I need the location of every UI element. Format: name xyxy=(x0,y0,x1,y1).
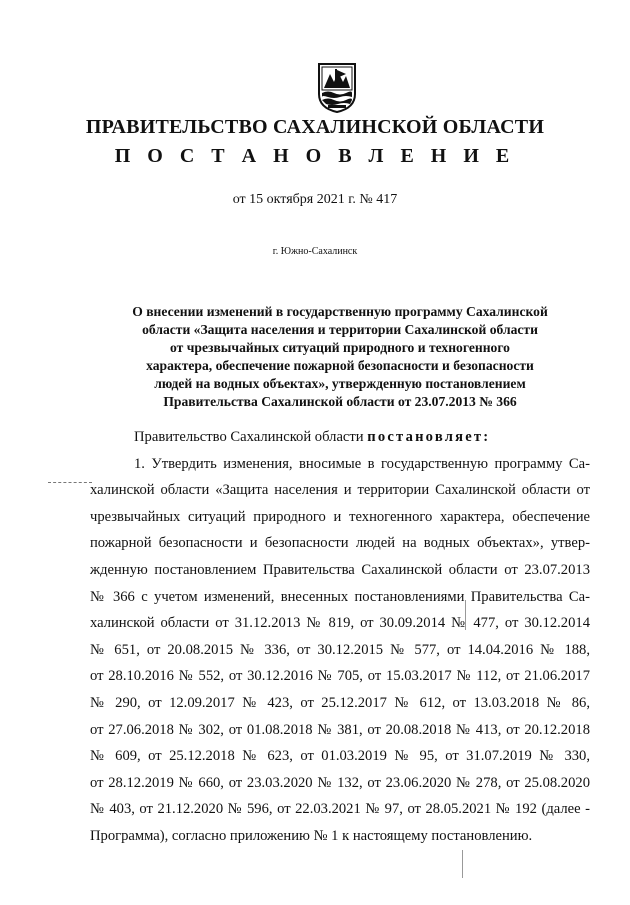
government-title: ПРАВИТЕЛЬСТВО САХАЛИНСКОЙ ОБЛАСТИ xyxy=(85,116,545,138)
preamble-decree-word: постановляет: xyxy=(367,429,491,445)
body-line: Программа), согласно приложению № 1 к настоящему постановлению. xyxy=(90,827,533,844)
scan-artifact xyxy=(465,600,466,630)
subject-line: О внесении изменений в государственную программу Сахалинской xyxy=(132,304,548,319)
preamble xyxy=(90,424,590,451)
document-date-number: от 15 октября 2021 г. № 417 xyxy=(232,192,398,207)
document-body xyxy=(90,424,590,850)
sakhalin-coat-of-arms-icon xyxy=(316,60,358,114)
preamble-text: Правительство Сахалинской области xyxy=(134,429,368,445)
body-line: халинской области от 31.12.2013 № 819, от 30.09.2014 № 477, от 30.12.2014 xyxy=(90,615,590,632)
document-type: П О С Т А Н О В Л Е Н И Е xyxy=(114,145,516,167)
body-line: чрезвычайных ситуаций природного и техногенного характера, обеспечение xyxy=(90,508,590,525)
document-city: г. Южно-Сахалинск xyxy=(272,246,358,257)
margin-dash-mark xyxy=(48,482,92,483)
body-line: жденную постановлением Правительства Сахалинской области от 23.07.2013 xyxy=(90,561,590,578)
subject-line: от чрезвычайных ситуаций природного и техногенного xyxy=(170,340,510,355)
subject-line: Правительства Сахалинской области от 23.07.2013 № 366 xyxy=(163,394,517,409)
subject-line: характера, обеспечение пожарной безопасности и безопасности xyxy=(146,358,534,373)
body-line: № 609, от 25.12.2018 № 623, от 01.03.2019 № 95, от 31.07.2019 № 330, xyxy=(90,748,590,765)
body-line: от 28.12.2019 № 660, от 23.03.2020 № 132, от 23.06.2020 № 278, от 25.08.2020 xyxy=(90,774,590,791)
body-line: № 366 с учетом изменений, внесенных постановлениями Правительства Са- xyxy=(90,588,590,605)
subject-line: области «Защита населения и территории Сахалинской области xyxy=(142,322,538,337)
body-line: № 290, от 12.09.2017 № 423, от 25.12.2017 № 612, от 13.03.2018 № 86, xyxy=(90,694,590,711)
body-line: № 403, от 21.12.2020 № 596, от 22.03.2021 № 97, от 28.05.2021 № 192 (далее - xyxy=(90,801,590,818)
body-line: № 651, от 20.08.2015 № 336, от 30.12.2015 № 577, от 14.04.2016 № 188, xyxy=(90,641,590,658)
scan-artifact xyxy=(462,850,463,878)
document-subject xyxy=(100,303,580,411)
body-line: 1. Утвердить изменения, вносимые в государственную программу Са- xyxy=(134,455,590,472)
body-line: халинской области «Защита населения и территории Сахалинской области от xyxy=(90,482,590,499)
body-line: от 28.10.2016 № 552, от 30.12.2016 № 705, от 15.03.2017 № 112, от 21.06.2017 xyxy=(90,668,590,685)
body-line: от 27.06.2018 № 302, от 01.08.2018 № 381, от 20.08.2018 № 413, от 20.12.2018 xyxy=(90,721,590,738)
body-line: пожарной безопасности и безопасности людей на водных объектах», утвер- xyxy=(90,535,590,552)
subject-line: людей на водных объектах», утвержденную постановлением xyxy=(154,376,526,391)
